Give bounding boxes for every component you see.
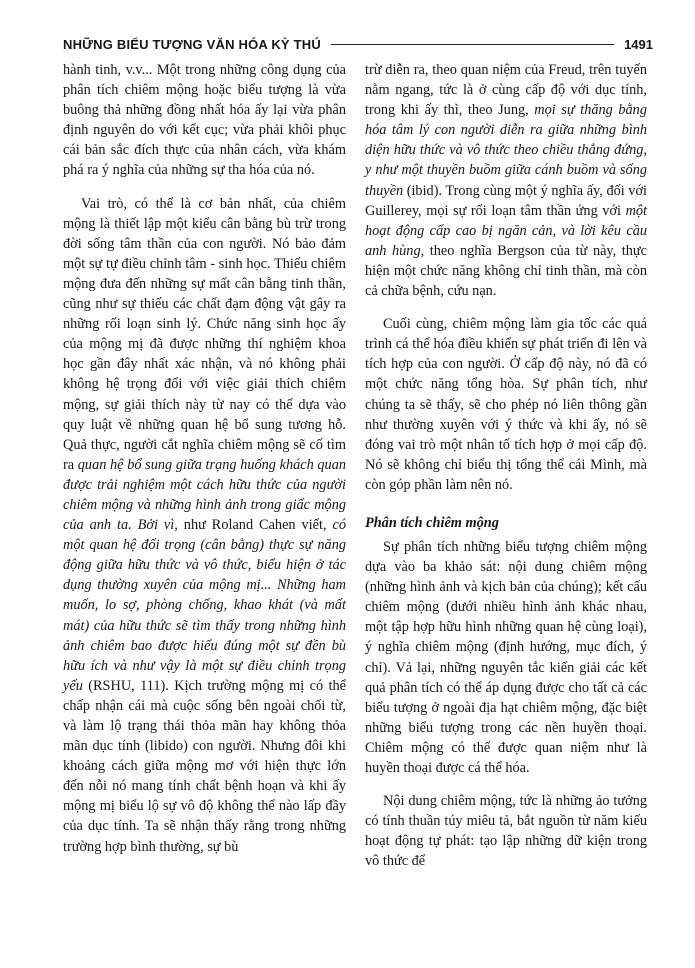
paragraph: Nội dung chiêm mộng, tức là những ảo tưởng có tính thuần túy miêu tả, bắt nguồn từ năm kiểu hoạt động tự phát: tạo lập những dữ kiện trong vô thức để (365, 793, 647, 870)
paragraph: hành tinh, v.v... Một trong những công dụng của phân tích chiêm mộng hoặc biểu tượng là vừa buông thả những đồng nhất hóa ấy lại vừa phân định nguyên do với kết cục; vừa phải khôi phục cái bản sắc đích thực của nhân cách, vừa khám phá ra ý nghĩa của những sự tha hóa của nó. (63, 62, 346, 179)
header-title: NHỮNG BIỂU TƯỢNG VĂN HÓA KỲ THÚ (63, 36, 321, 52)
paragraph: Cuối cùng, chiêm mộng làm gia tốc các quá trình cá thể hóa điều khiển sự phát triển đi lên và tích hợp của con người. Ở cấp độ này, nó đã có một chức năng tổng hòa. Sự phân tích, như chúng ta sẽ thấy, sẽ cho phép nó liên thông gần như thường xuyên với ý thức và khi ấy, nó sẽ đóng vai trò một nhân tố tích hợp ở mọi cấp độ. Nó sẽ không chỉ biểu thị tổng thể cái Mình, mà còn góp phần làm nên nó. (365, 316, 647, 493)
paragraph: trừ diễn ra, theo quan niệm của Freud, trên tuyến nằm ngang, tức là ở cùng cấp độ với dục tính, trong khi ấy thì, theo Jung, mọi sự thăng bằng hóa tâm lý con người diễn ra giữa những bình diện hữu thức và vô thức theo chiều thẳng đứng, y như một thuyền buồm giữa cánh buồm và sống thuyền (ibid). Trong cùng một ý nghĩa ấy, đối với Guillerey, mọi sự rối loạn tâm thần ứng với một hoạt động cấp cao bị ngăn cản, và lời kêu cầu anh hùng, theo nghĩa Bergson của từ này, thực hiện một chức năng không chỉ tinh thần, mà còn cả chữa bệnh, cứu nạn. (365, 62, 648, 300)
left-column (63, 60, 346, 870)
paragraph: Sự phân tích những biểu tượng chiêm mộng dựa vào ba khảo sát: nội dung chiêm mộng (những hình ảnh và kịch bản của chúng); kết cấu chiêm mộng (dưới nhiều hình ảnh khác nhau, một tập hợp hữu hình những quan hệ cùng loại), ý nghĩa chiêm mộng (định hướng, mục đích, ý chỉ). Vả lại, những nguyên tắc kiến giải các kết quả phân tích có thể áp dụng được cho tất cả các biểu tượng ở ngoài địa hạt chiêm mộng, đặc biệt những biểu tượng trong các nền huyền thoại. Chiêm mộng có thể được quan niệm như là huyền thoại được cá thể hóa. (365, 538, 647, 776)
page-number: 1491 (624, 36, 653, 52)
running-header (63, 32, 653, 56)
section-heading: Phân tích chiêm mộng (365, 514, 499, 531)
right-column (365, 60, 647, 884)
paragraph: Vai trò, có thể là cơ bản nhất, của chiêm mộng là thiết lập một kiểu cân bằng bù trừ trong đời sống tâm thần của con người. Nó bảo đảm một sự tự điều chỉnh tâm - sinh học. Thiếu chiêm mộng đưa đến những sự mất cân bằng tinh thần, cũng như sự thiếu các chất đạm động vật gây ra những rối loạn sinh lý. Chức năng sinh học ấy của mộng mị đã được những thí nghiệm khoa học gần đây nhất xác nhận, và nó không phải không hệ trọng đối với việc giải thích chiêm mộng, sự giải thích này từ nay có thể dựa vào quy luật về những quan hệ bổ sung tương hỗ. Quả thực, người cắt nghĩa chiêm mộng sẽ cố tìm ra quan hệ bổ sung giữa trạng huống khách quan được trải nghiệm một cách hữu thức của người chiêm mộng và những hình ảnh trong giấc mộng của anh ta. Bởi vì, như Roland Cahen viết, có một quan hệ đối trọng (cân bằng) thực sự năng động giữa hữu thức và vô thức, biểu hiện ở tác dụng thường xuyên của mộng mị... Những ham muốn, lo sợ, phòng chống, khao khát (và mất mát) của hữu thức sẽ tìm thấy trong những hình ảnh chiêm bao được hiểu đúng một sự đền bù hữu ích và như vậy là một sự điều chỉnh trọng yếu (RSHU, 111). Kịch trường mộng mị có thể chấp nhận cái mà cuộc sống bên ngoài chối từ, và làm lộ trạng thái thỏa mãn hay không thỏa mãn dục tính (libido) con người. Nhưng đôi khi khoảng cách giữa mộng mơ với hiện thực lớn đến nỗi nó mang tính chất bệnh hoạn và khi ấy mộng mị biểu lộ sự vô độ không thể nào lấp đầy của dục tính. Ta sẽ nhận thấy rằng trong những trường hợp bình thường, sự bù (63, 195, 347, 855)
header-rule (331, 44, 614, 45)
